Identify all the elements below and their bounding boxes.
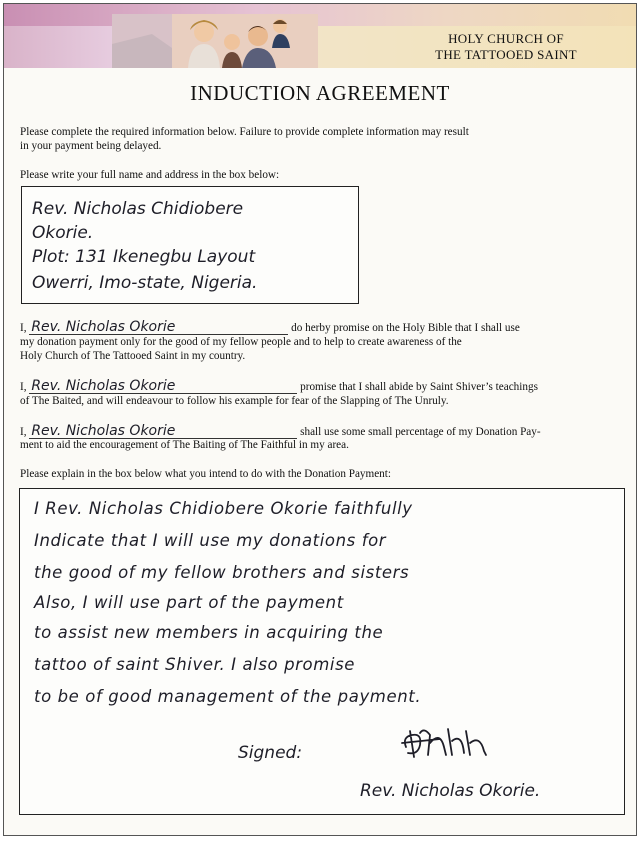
pledge2-line1 (20, 379, 538, 394)
name-box-line2: Okorie. (32, 223, 94, 243)
header-banner (4, 4, 636, 68)
intro-line2: in your payment being delayed. (20, 140, 162, 152)
pledge3-text: shall use some small percentage of my Donation Pay- (300, 426, 541, 438)
pledge1-line2: my donation payment only for the good of my fellow people and to help to create awareness of the (20, 336, 462, 348)
pledge3-name-field[interactable]: Rev. Nicholas Okorie (29, 424, 297, 439)
family-photo (112, 14, 318, 68)
name-box-line4: Owerri, Imo-state, Nigeria. (32, 273, 258, 293)
explain-line: Indicate that I will use my donations for (34, 531, 387, 550)
explain-line: Also, I will use part of the payment (34, 593, 344, 612)
induction-agreement-document (3, 3, 637, 836)
donation-explanation-box[interactable] (19, 488, 625, 815)
signature-name: Rev. Nicholas Okorie. (360, 781, 541, 801)
pledge2-line2: of The Baited, and will endeavour to follow his example for fear of the Slapping of The Unruly. (20, 395, 449, 407)
pledge1-text: do herby promise on the Holy Bible that I shall use (291, 322, 520, 334)
pledge2-name-field[interactable]: Rev. Nicholas Okorie (29, 379, 297, 394)
header-strip (4, 4, 636, 26)
explain-line: tattoo of saint Shiver. I also promise (34, 655, 356, 674)
name-box-line3: Plot: 131 Ikenegbu Layout (32, 247, 256, 267)
pledge3-line2: ment to aid the encouragement of The Baiting of The Faithful in my area. (20, 439, 349, 451)
explain-line: to assist new members in acquiring the (34, 623, 384, 642)
signed-label: Signed: (238, 743, 303, 763)
intro-line1: Please complete the required information below. Failure to provide complete information may result (20, 126, 469, 138)
pledge2-text: promise that I shall abide by Saint Shiver’s teachings (300, 381, 538, 393)
name-box-line1: Rev. Nicholas Chidiobere (32, 199, 244, 219)
church-name-line1: HOLY CHURCH OF (448, 31, 564, 46)
name-address-box[interactable] (21, 186, 359, 304)
handwritten-signature (400, 725, 492, 761)
church-name (386, 31, 626, 63)
name-prompt: Please write your full name and address in the box below: (20, 169, 280, 181)
document-title: INDUCTION AGREEMENT (190, 81, 450, 105)
pledge1-name-field[interactable]: Rev. Nicholas Okorie (29, 320, 288, 335)
church-name-line2: THE TATTOOED SAINT (435, 47, 577, 62)
pledge2-prefix: I, (20, 381, 27, 393)
pledge1-line1 (20, 320, 520, 335)
pledge1-prefix: I, (20, 322, 27, 334)
explain-line: I Rev. Nicholas Chidiobere Okorie faithfully (34, 499, 413, 518)
pledge3-line1 (20, 424, 541, 439)
pledge3-prefix: I, (20, 426, 27, 438)
explain-prompt: Please explain in the box below what you intend to do with the Donation Payment: (20, 468, 391, 480)
pledge1-line3: Holy Church of The Tattooed Saint in my country. (20, 350, 246, 362)
explain-line: to be of good management of the payment. (34, 687, 422, 706)
explain-line: the good of my fellow brothers and sisters (34, 563, 410, 582)
